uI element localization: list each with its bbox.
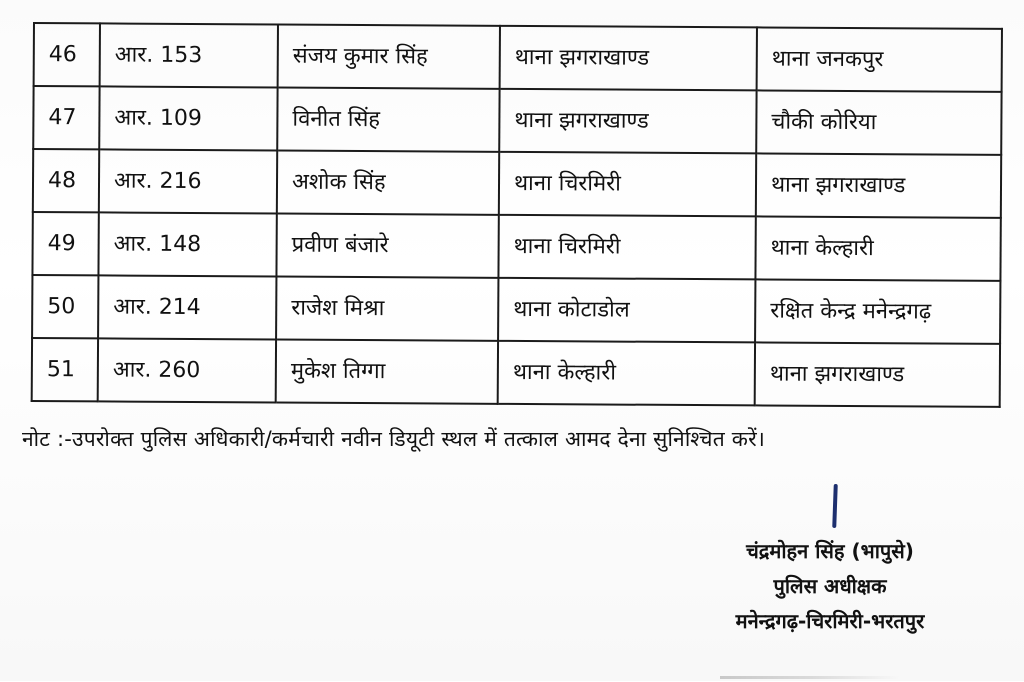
officer-name: राजेश मिश्रा	[276, 276, 498, 340]
cropped-text-fragment	[720, 668, 920, 682]
signatory-designation: पुलिस अधीक्षक	[773, 574, 887, 598]
signature-stroke	[832, 484, 838, 528]
new-posting: थाना झगराखाण्ड	[755, 342, 1000, 406]
current-posting: थाना कोटाडोल	[498, 278, 755, 343]
signatory-location: मनेन्द्रगढ़-चिरमिरी-भरतपुर	[735, 609, 925, 633]
constable-number: आर. 216	[99, 149, 277, 213]
table-row	[32, 338, 1000, 407]
constable-number: आर. 214	[98, 275, 276, 339]
signature-block	[700, 534, 960, 639]
new-posting: चौकी कोरिया	[756, 90, 1001, 154]
officer-name: अशोक सिंह	[277, 150, 499, 214]
constable-number: आर. 153	[100, 23, 278, 87]
note-text: नोट :-उपरोक्त पुलिस अधिकारी/कर्मचारी नवीन डियूटी स्थल में तत्काल आमद देना सुनिश्चित करें।	[22, 427, 766, 451]
current-posting: थाना चिरमिरी	[499, 152, 756, 217]
new-posting: थाना झगराखाण्ड	[756, 153, 1001, 217]
current-posting: थाना झगराखाण्ड	[500, 26, 757, 91]
table-row	[32, 212, 1000, 281]
current-posting: थाना चिरमिरी	[498, 215, 755, 280]
serial-number: 47	[33, 86, 99, 149]
new-posting: रक्षित केन्द्र मनेन्द्रगढ़	[755, 279, 1000, 343]
constable-number: आर. 260	[98, 338, 276, 402]
serial-number: 46	[34, 23, 100, 86]
officer-name: मुकेश तिग्गा	[276, 339, 498, 403]
new-posting: थाना केल्हारी	[755, 216, 1000, 280]
serial-number: 48	[33, 149, 99, 212]
table-row	[32, 275, 1000, 344]
officer-name: संजय कुमार सिंह	[278, 24, 500, 88]
transfer-table	[31, 22, 1003, 408]
table-row	[33, 86, 1001, 155]
table-row	[33, 149, 1001, 218]
table-row	[34, 23, 1002, 92]
officer-name: विनीत सिंह	[277, 87, 499, 151]
constable-number: आर. 109	[99, 86, 277, 150]
signatory-name: चंद्रमोहन सिंह (भापुसे)	[746, 539, 914, 563]
officer-name: प्रवीण बंजारे	[276, 213, 498, 277]
new-posting: थाना जनकपुर	[757, 27, 1002, 91]
current-posting: थाना झगराखाण्ड	[499, 89, 756, 154]
serial-number: 49	[32, 212, 98, 275]
constable-number: आर. 148	[98, 212, 276, 276]
current-posting: थाना केल्हारी	[498, 341, 755, 406]
serial-number: 51	[32, 338, 98, 401]
serial-number: 50	[32, 275, 98, 338]
